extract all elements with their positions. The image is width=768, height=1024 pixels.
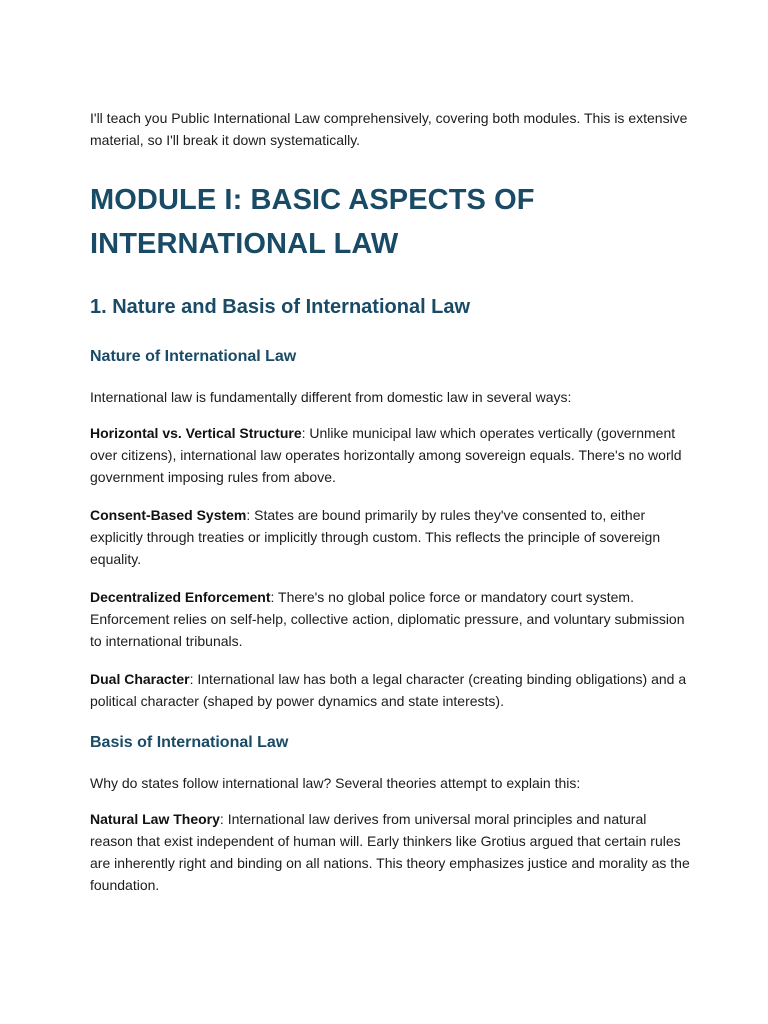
section-title: 1. Nature and Basis of International Law [90, 296, 471, 318]
nature-lead-paragraph: International law is fundamentally different from domestic law in several ways: [90, 389, 572, 405]
nature-item-horizontal-vertical [90, 422, 690, 488]
nature-item-consent-based [90, 504, 690, 570]
basis-lead-paragraph: Why do states follow international law? Several theories attempt to explain this: [90, 775, 581, 791]
item-text: : International law has both a legal character (creating binding obligations) and a political character (shaped by power dynamics and state interests). [90, 671, 687, 709]
basis-heading: Basis of International Law [90, 734, 289, 751]
document-page [90, 107, 690, 912]
item-term: Natural Law Theory [90, 811, 220, 827]
nature-heading: Nature of International Law [90, 348, 297, 365]
basis-item-natural-law [90, 808, 690, 896]
item-term: Decentralized Enforcement [90, 589, 271, 605]
item-term: Consent-Based System [90, 507, 247, 523]
intro-paragraph: I'll teach you Public International Law comprehensively, covering both modules. This is extensive material, so I'll break it down systematically. [90, 110, 688, 148]
item-text: : States are bound primarily by rules they've consented to, either explicitly through treaties or implicitly through custom. This reflects the principle of sovereign equality. [90, 507, 661, 567]
module-title: MODULE I: BASIC ASPECTS OF INTERNATIONAL LAW [90, 184, 535, 260]
item-text: : International law derives from universal moral principles and natural reason that exist independent of human will. Early thinkers like Grotius argued that certain rules are inherently right and binding on all nations. This theory emphasizes justice and morality as the foundation. [90, 811, 690, 893]
item-term: Horizontal vs. Vertical Structure [90, 425, 302, 441]
item-text: : There's no global police force or mandatory court system. Enforcement relies on self-help, collective action, diplomatic pressure, and voluntary submission to international tribunals. [90, 589, 685, 649]
item-term: Dual Character [90, 671, 190, 687]
nature-item-decentralized-enforcement [90, 586, 690, 652]
nature-item-dual-character [90, 668, 690, 712]
item-text: : Unlike municipal law which operates vertically (government over citizens), international law operates horizontally among sovereign equals. There's no world government imposing rules from above. [90, 425, 682, 485]
